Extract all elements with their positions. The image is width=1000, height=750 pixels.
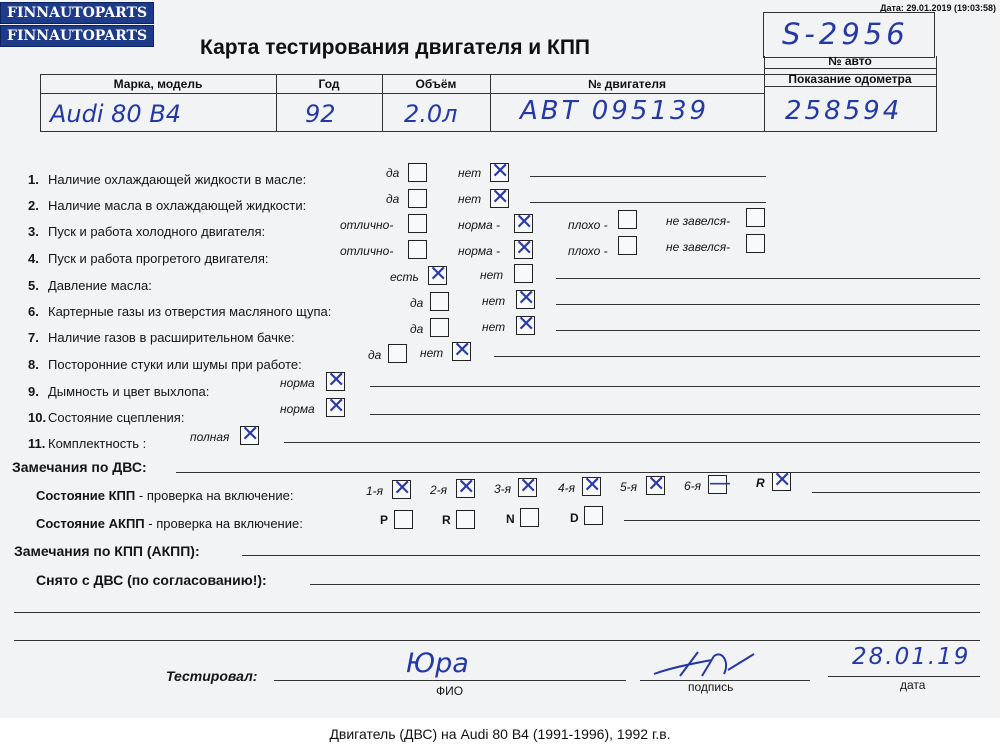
check-11-opt-full: полная	[190, 430, 230, 444]
check-11-line	[284, 442, 980, 443]
check-1-box-yes[interactable]	[408, 163, 427, 182]
check-5-label: 5. Давление масла:	[28, 278, 152, 293]
model-value: Audi 80 B4	[50, 100, 182, 128]
check-7-opt-no: нет	[482, 320, 506, 334]
kpp-line	[812, 492, 980, 493]
check-8-opt-no: нет	[420, 346, 444, 360]
check-3-opt-normal: норма -	[458, 218, 501, 232]
tested-by-label: Тестировал:	[166, 668, 258, 684]
akpp-n-label: N	[506, 512, 515, 526]
check-8-box-no[interactable]: ✕	[453, 338, 472, 363]
check-4-box-excellent[interactable]	[408, 240, 427, 259]
akpp-n-box[interactable]	[520, 508, 539, 527]
col-odometer: Показание одометра	[788, 72, 912, 86]
gear-r-box[interactable]: ✕	[773, 468, 792, 493]
gear-2-box[interactable]: ✕	[457, 475, 476, 500]
timestamp: Дата: 29.01.2019 (19:03:58)	[880, 3, 996, 13]
check-7-opt-yes: да	[410, 322, 424, 336]
check-3-box-excellent[interactable]	[408, 214, 427, 233]
sample-number: S-2956	[782, 17, 909, 51]
check-9-line	[370, 386, 980, 387]
check-3-opt-nostart: не завелся-	[666, 214, 731, 228]
akpp-r-label: R	[442, 513, 451, 527]
check-5-opt-yes: есть	[390, 270, 419, 284]
date-line	[828, 676, 980, 677]
check-5-box-no[interactable]	[514, 264, 533, 283]
check-5-opt-no: нет	[480, 268, 504, 282]
check-6-opt-yes: да	[410, 296, 424, 310]
check-6-box-yes[interactable]	[430, 292, 449, 311]
check-9-label: 9. Дымность и цвет выхлопа:	[28, 384, 210, 399]
check-6-label: 6. Картерные газы из отверстия масляного щупа:	[28, 304, 332, 319]
col-car-no: № авто	[828, 54, 872, 68]
col-engine-no: № двигателя	[588, 77, 666, 91]
check-4-opt-nostart: не завелся-	[666, 240, 731, 254]
gear-6-box[interactable]: —	[709, 471, 731, 496]
header-table-rule	[40, 93, 764, 94]
check-4-opt-normal: норма -	[458, 244, 501, 258]
volume-value: 2.0л	[404, 100, 458, 128]
check-1-label: 1. Наличие охлаждающей жидкости в масле:	[28, 172, 307, 187]
remarks-kpp-label: Замечания по КПП (АКПП):	[14, 543, 200, 559]
akpp-line	[624, 520, 980, 521]
check-8-label: 8. Посторонние стуки или шумы при работе:	[28, 357, 302, 372]
check-4-opt-excellent: отлично-	[340, 244, 394, 258]
check-10-line	[370, 414, 980, 415]
check-4-box-bad[interactable]	[618, 236, 637, 255]
check-11-label: 11. Комплектность :	[28, 436, 147, 451]
check-4-box-nostart[interactable]	[746, 234, 765, 253]
check-3-opt-excellent: отлично-	[340, 218, 394, 232]
gear-r-label: R	[756, 476, 765, 490]
check-3-opt-bad: плохо -	[568, 218, 608, 232]
sample-number-box	[763, 12, 935, 58]
gear-5-box[interactable]: ✕	[647, 472, 666, 497]
check-4-box-normal[interactable]: ✕	[515, 236, 534, 261]
gear-1-box[interactable]: ✕	[393, 476, 412, 501]
check-7-box-no[interactable]: ✕	[517, 312, 536, 337]
check-8-opt-yes: да	[368, 348, 382, 362]
check-2-label: 2. Наличие масла в охлаждающей жидкости:	[28, 198, 307, 213]
akpp-d-box[interactable]	[584, 506, 603, 525]
removed-label: Снято с ДВС (по согласованию!):	[36, 572, 267, 588]
check-1-opt-yes: да	[386, 166, 400, 180]
name-line	[274, 680, 626, 681]
col-year: Год	[318, 77, 340, 91]
year-value: 92	[305, 100, 336, 128]
kpp-label: Состояние КПП - проверка на включение:	[36, 488, 294, 503]
page-title: Карта тестирования двигателя и КПП	[200, 36, 591, 59]
watermark-top: FINNAUTOPARTS	[0, 2, 154, 24]
check-11-box-full[interactable]: ✕	[241, 422, 260, 447]
blank-line-2	[14, 640, 980, 641]
akpp-p-box[interactable]	[394, 510, 413, 529]
check-5-line	[556, 278, 980, 279]
check-10-opt-normal: норма	[280, 402, 315, 416]
check-6-box-no[interactable]: ✕	[517, 286, 536, 311]
akpp-p-label: P	[380, 513, 389, 527]
header-col-divider	[936, 56, 937, 132]
header-table-rule-right	[764, 68, 937, 69]
signature-mark	[650, 646, 760, 682]
check-7-box-yes[interactable]	[430, 318, 449, 337]
col-volume: Объём	[415, 77, 457, 91]
check-6-opt-no: нет	[482, 294, 506, 308]
check-8-box-yes[interactable]	[388, 344, 407, 363]
check-1-line	[530, 176, 766, 177]
check-7-label: 7. Наличие газов в расширительном бачке:	[28, 330, 295, 345]
remarks-engine-label: Замечания по ДВС:	[12, 459, 147, 475]
gear-4-label: 4-я	[558, 481, 576, 495]
gear-2-label: 2-я	[430, 483, 448, 497]
check-1-opt-no: нет	[458, 166, 482, 180]
check-8-line	[494, 356, 980, 357]
date-value: 28.01.19	[852, 644, 971, 670]
fio-label: ФИО	[436, 684, 464, 698]
check-2-opt-yes: да	[386, 192, 400, 206]
check-2-box-no[interactable]: ✕	[491, 185, 510, 210]
check-9-box-normal[interactable]: ✕	[327, 368, 346, 393]
check-9-opt-normal: норма	[280, 376, 315, 390]
gear-4-box[interactable]: ✕	[583, 473, 602, 498]
removed-line	[310, 584, 980, 585]
gear-1-label: 1-я	[366, 484, 384, 498]
gear-3-label: 3-я	[494, 482, 512, 496]
check-1-box-no[interactable]: ✕	[491, 159, 510, 184]
blank-line-1	[14, 612, 980, 613]
check-2-line	[530, 202, 766, 203]
check-5-box-yes[interactable]: ✕	[429, 262, 448, 287]
akpp-r-box[interactable]	[456, 510, 475, 529]
check-10-box-normal[interactable]: ✕	[327, 394, 346, 419]
remarks-kpp-line	[242, 555, 980, 556]
engine-no-value: ABT 095139	[520, 96, 710, 126]
gear-6-label: 6-я	[684, 479, 702, 493]
check-3-label: 3. Пуск и работа холодного двигателя:	[28, 224, 266, 239]
odometer-value: 258594	[785, 96, 903, 126]
tester-name: Юра	[406, 648, 469, 679]
gear-3-box[interactable]: ✕	[519, 474, 538, 499]
remarks-engine-line	[176, 472, 980, 473]
akpp-label: Состояние АКПП - проверка на включение:	[36, 516, 303, 531]
col-model: Марка, модель	[113, 77, 203, 91]
check-3-box-normal[interactable]: ✕	[515, 210, 534, 235]
image-caption: Двигатель (ДВС) на Audi 80 B4 (1991-1996), 1992 г.в.	[329, 726, 671, 742]
check-3-box-bad[interactable]	[618, 210, 637, 229]
header-table-rule-right2	[764, 86, 937, 87]
check-4-opt-bad: плохо -	[568, 244, 608, 258]
check-10-label: 10. Состояние сцепления:	[28, 410, 185, 425]
check-4-label: 4. Пуск и работа прогретого двигателя:	[28, 251, 269, 266]
check-3-box-nostart[interactable]	[746, 208, 765, 227]
check-2-box-yes[interactable]	[408, 189, 427, 208]
check-2-opt-no: нет	[458, 192, 482, 206]
check-6-line	[556, 304, 980, 305]
check-7-line	[556, 330, 980, 331]
sign-label: подпись	[688, 680, 734, 694]
date-label: дата	[900, 678, 926, 692]
gear-5-label: 5-я	[620, 480, 638, 494]
watermark-bottom: FINNAUTOPARTS	[0, 25, 154, 47]
akpp-d-label: D	[570, 511, 579, 525]
